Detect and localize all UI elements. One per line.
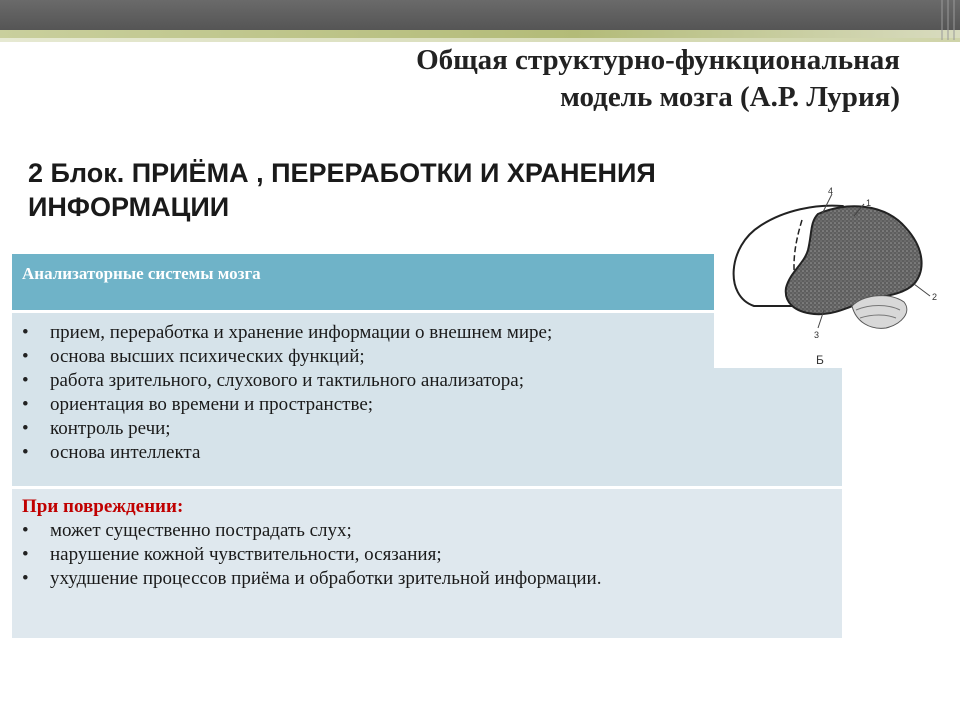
list-item: • основа высших психических функций; xyxy=(22,345,832,369)
list-item: • может существенно пострадать слух; xyxy=(22,519,832,543)
damage-title: При повреждении: xyxy=(22,496,184,517)
slide-accent-stripe xyxy=(0,30,960,38)
brain-illustration xyxy=(714,186,946,368)
label-4: 4 xyxy=(828,186,834,196)
slide-title-line2: модель мозга (А.Р. Лурия) xyxy=(560,81,900,113)
list-item: • работа зрительного, слухового и тактильного анализатора; xyxy=(22,369,832,393)
label-1: 1 xyxy=(866,198,872,208)
damage-list xyxy=(22,519,832,591)
list-item: • нарушение кожной чувствительности, осязания; xyxy=(22,543,832,567)
brain-diagram xyxy=(714,186,946,368)
slide-title-line1: Общая структурно-функциональная xyxy=(416,44,900,76)
slide-subtitle-line1: 2 Блок. ПРИЁМА , ПЕРЕРАБОТКИ И ХРАНЕНИЯ xyxy=(28,158,656,188)
list-item: • контроль речи; xyxy=(22,417,832,441)
list-item: • ориентация во времени и пространстве; xyxy=(22,393,832,417)
list-item: • прием, переработка и хранение информации о внешнем мире; xyxy=(22,321,832,345)
list-item: • ухудшение процессов приёма и обработки зрительной информации. xyxy=(22,567,832,591)
slide-title xyxy=(200,42,900,116)
damage-row xyxy=(12,486,842,638)
slide-subtitle-line2: ИНФОРМАЦИИ xyxy=(28,192,230,222)
slide-top-bar xyxy=(0,0,960,30)
list-item: • основа интеллекта xyxy=(22,441,832,465)
label-3: 3 xyxy=(814,330,820,340)
functions-list xyxy=(22,321,832,465)
corner-decoration xyxy=(932,0,960,40)
table-header: Анализаторные системы мозга xyxy=(12,254,716,310)
label-2: 2 xyxy=(932,292,938,302)
label-b: Б xyxy=(816,353,824,367)
